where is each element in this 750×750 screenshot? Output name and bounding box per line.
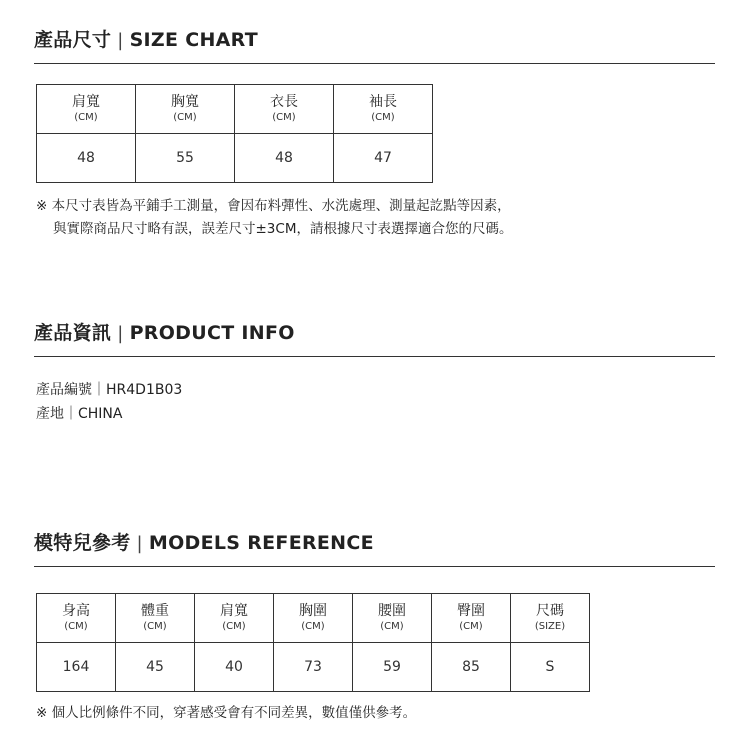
table-cell: 164	[37, 643, 116, 692]
table-header-cell: 肩寬 (CM)	[195, 594, 274, 643]
size-chart-note-line2: 與實際商品尺寸略有誤，誤差尺寸±3CM，請根據尺寸表選擇適合您的尺碼。	[53, 221, 513, 237]
size-chart-title-cn: 產品尺寸	[34, 29, 112, 51]
section-divider	[34, 356, 715, 357]
table-header-cell: 臀圍 (CM)	[432, 594, 511, 643]
size-chart-table	[36, 84, 433, 183]
size-chart-heading: 產品尺寸 | SIZE CHART	[34, 29, 258, 51]
table-header-cell: 尺碼 (SIZE)	[511, 594, 590, 643]
models-reference-table	[36, 593, 590, 692]
table-header-row	[37, 594, 590, 643]
table-cell: S	[511, 643, 590, 692]
table-header-cell: 肩寬 (CM)	[37, 85, 136, 134]
table-cell: 45	[116, 643, 195, 692]
table-cell: 48	[37, 134, 136, 183]
product-info-section	[34, 321, 715, 422]
product-origin: 產地｜CHINA	[36, 406, 123, 422]
models-reference-title-cn: 模特兒參考	[34, 532, 131, 554]
table-cell: 85	[432, 643, 511, 692]
size-chart-note-line1: ※ 本尺寸表皆為平鋪手工測量，會因布料彈性、水洗處理、測量起訖點等因素，	[36, 198, 511, 214]
table-cell: 48	[235, 134, 334, 183]
table-header-cell: 體重 (CM)	[116, 594, 195, 643]
section-divider	[34, 566, 715, 567]
table-header-cell: 腰圍 (CM)	[353, 594, 432, 643]
models-reference-note: ※ 個人比例條件不同，穿著感受會有不同差異，數值僅供參考。	[36, 705, 417, 721]
table-header-cell: 袖長 (CM)	[334, 85, 433, 134]
table-cell: 55	[136, 134, 235, 183]
table-cell: 59	[353, 643, 432, 692]
table-cell: 47	[334, 134, 433, 183]
models-reference-section	[34, 531, 715, 721]
product-info-title-cn: 產品資訊	[34, 322, 112, 344]
section-divider	[34, 63, 715, 64]
table-header-cell: 胸圍 (CM)	[274, 594, 353, 643]
table-cell: 73	[274, 643, 353, 692]
table-header-cell: 胸寬 (CM)	[136, 85, 235, 134]
table-cell: 40	[195, 643, 274, 692]
product-code: 產品編號｜HR4D1B03	[36, 382, 183, 398]
table-header-cell: 身高 (CM)	[37, 594, 116, 643]
models-reference-heading: 模特兒參考 | MODELS REFERENCE	[34, 532, 374, 554]
models-reference-title-en: MODELS REFERENCE	[148, 532, 374, 554]
size-chart-title-en: SIZE CHART	[129, 29, 258, 51]
product-info-title-en: PRODUCT INFO	[129, 322, 295, 344]
size-chart-section	[34, 28, 715, 237]
product-info-heading: 產品資訊 | PRODUCT INFO	[34, 322, 295, 344]
table-row	[37, 643, 590, 692]
table-row	[37, 134, 433, 183]
size-chart-note	[36, 195, 512, 241]
table-header-cell: 衣長 (CM)	[235, 85, 334, 134]
table-header-row	[37, 85, 433, 134]
